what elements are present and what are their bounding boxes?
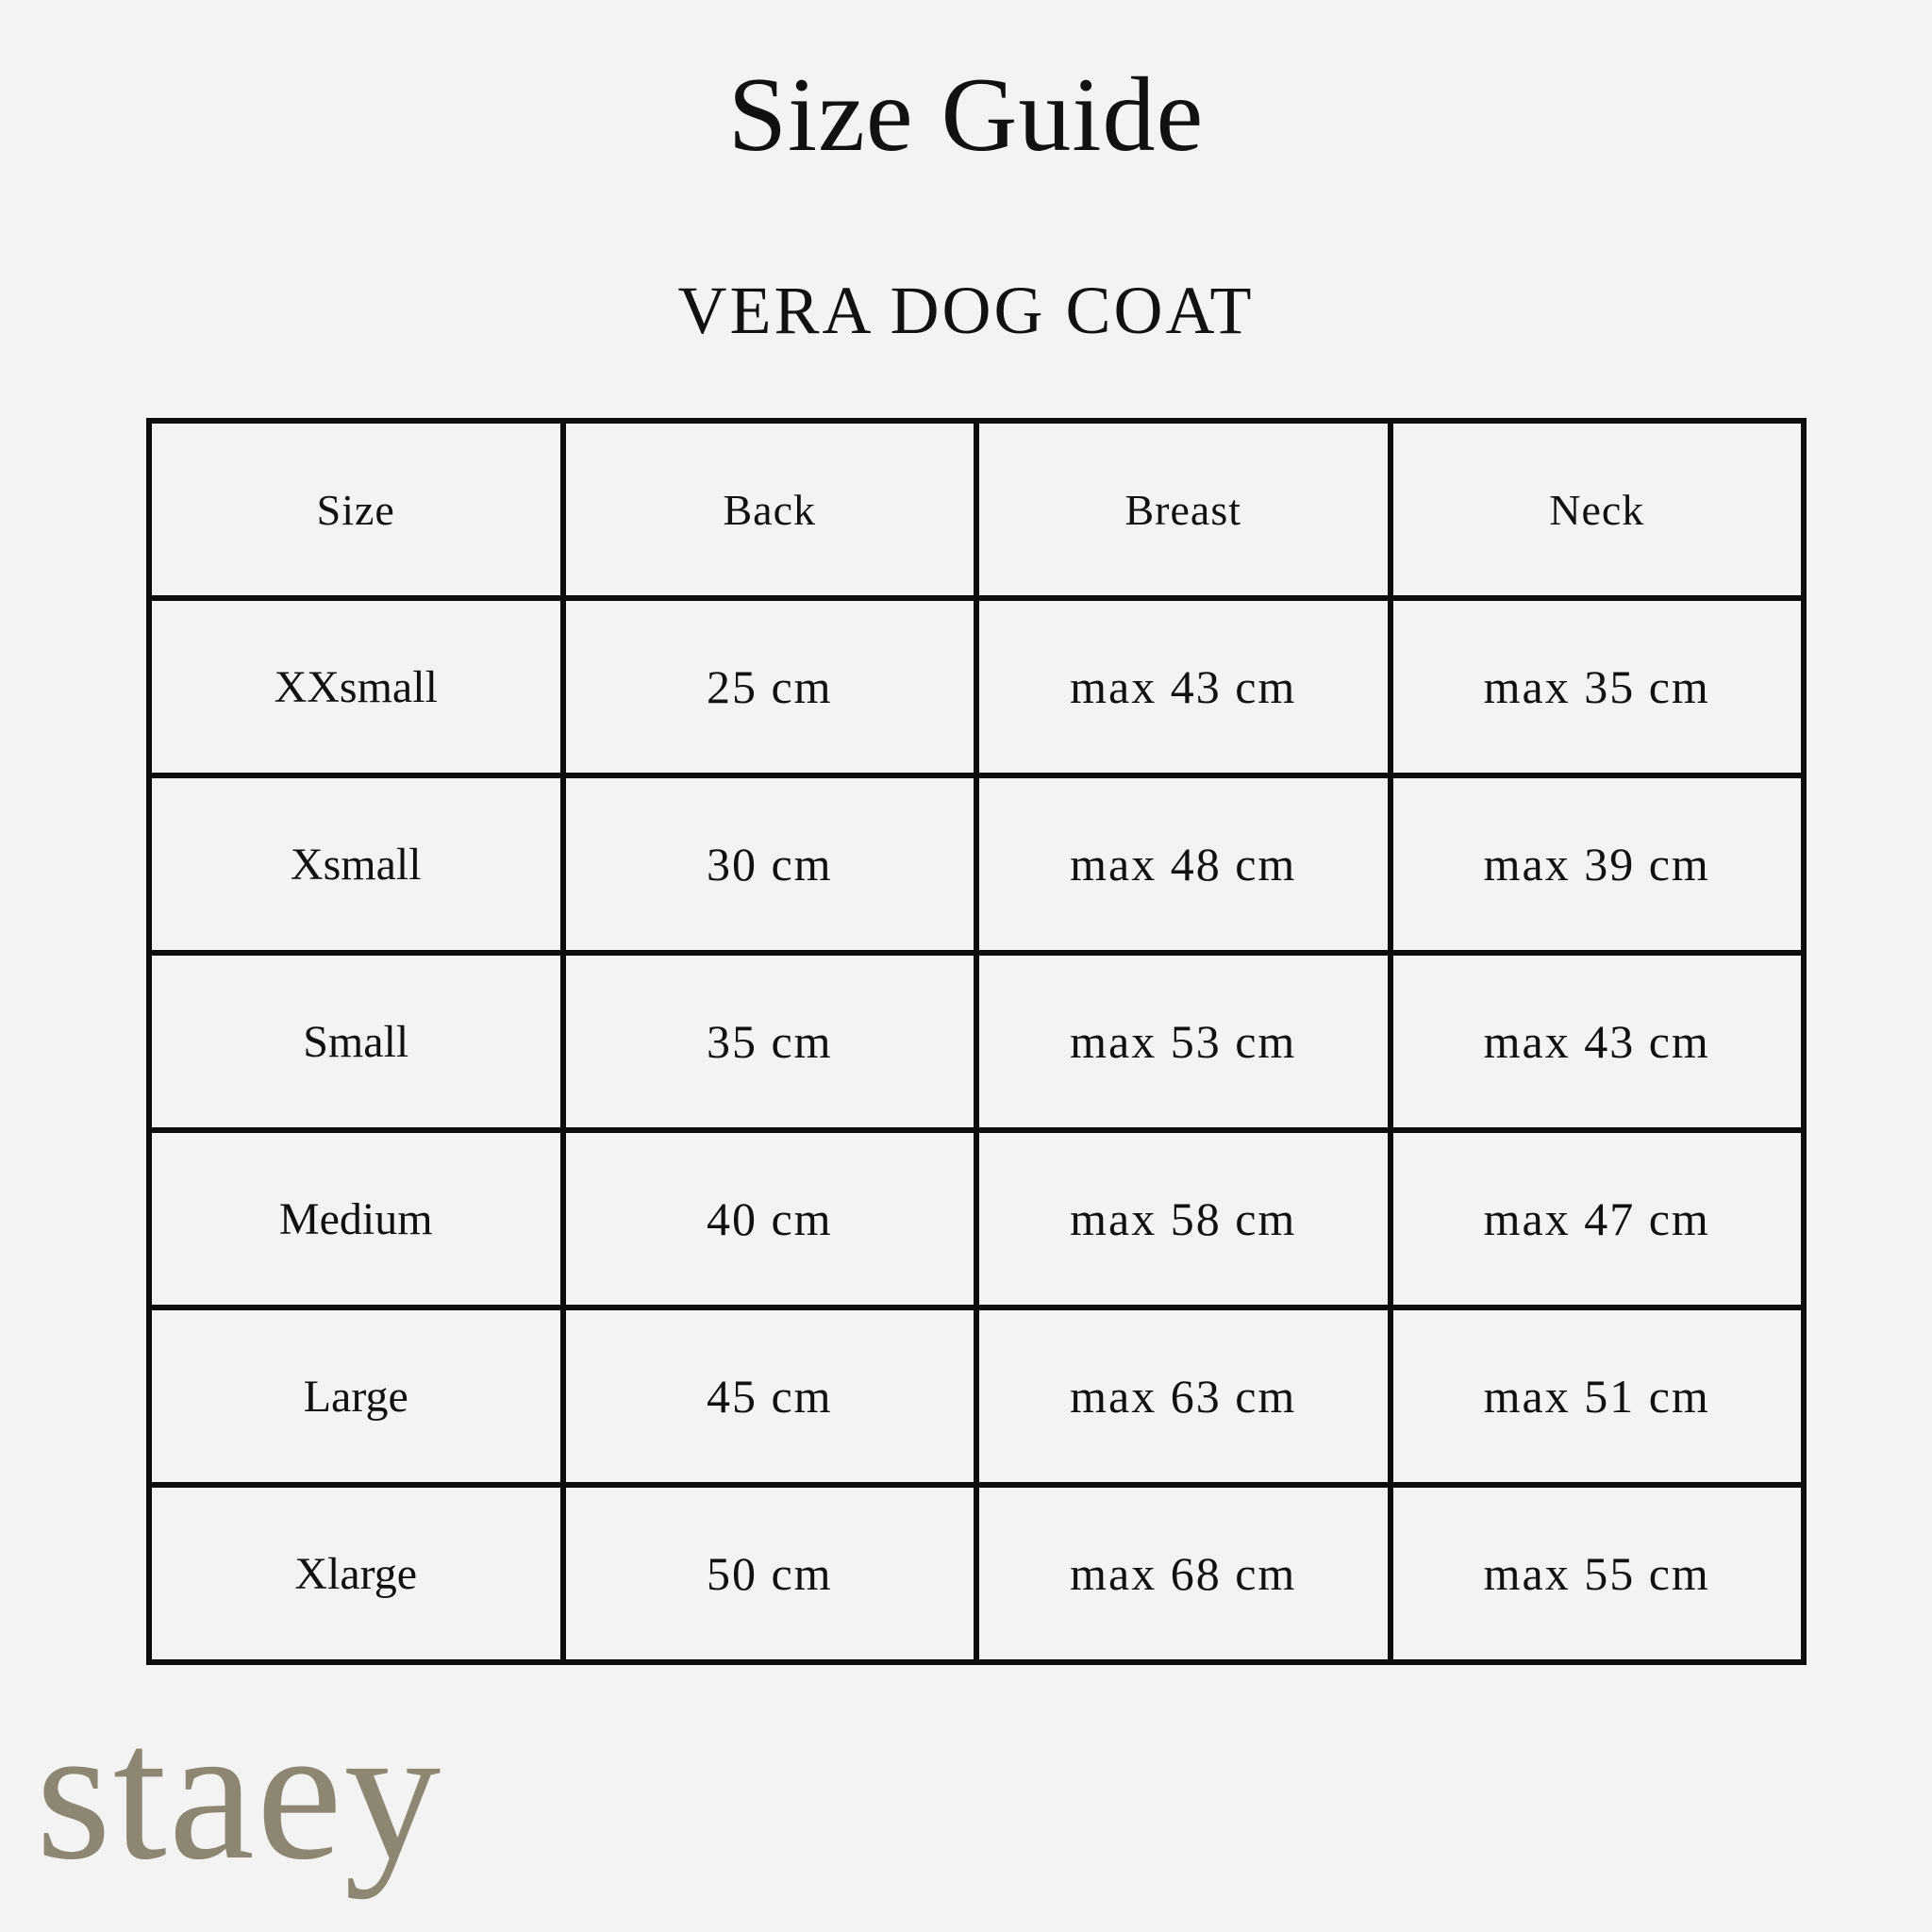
back-cell: 40 cm — [563, 1130, 977, 1307]
size-cell: Small — [149, 953, 563, 1130]
size-cell: XXsmall — [149, 598, 563, 775]
brand-logo: staey — [36, 1686, 443, 1900]
breast-cell: max 63 cm — [976, 1307, 1391, 1485]
back-cell: 50 cm — [563, 1485, 977, 1662]
neck-cell: max 51 cm — [1391, 1307, 1805, 1485]
breast-cell: max 53 cm — [976, 953, 1391, 1130]
size-cell: Xsmall — [149, 775, 563, 953]
size-cell: Xlarge — [149, 1485, 563, 1662]
table-row — [149, 1130, 1804, 1307]
back-cell: 35 cm — [563, 953, 977, 1130]
page-title: Size Guide — [727, 57, 1205, 174]
table-row — [149, 775, 1804, 953]
size-guide-table — [146, 418, 1807, 1665]
product-subtitle: VERA DOG COAT — [677, 273, 1255, 348]
neck-cell: max 39 cm — [1391, 775, 1805, 953]
breast-cell: max 68 cm — [976, 1485, 1391, 1662]
neck-cell: max 55 cm — [1391, 1485, 1805, 1662]
table-row — [149, 1485, 1804, 1662]
size-cell: Large — [149, 1307, 563, 1485]
column-header-breast: Breast — [976, 421, 1391, 598]
size-cell: Medium — [149, 1130, 563, 1307]
breast-cell: max 48 cm — [976, 775, 1391, 953]
column-header-size: Size — [149, 421, 563, 598]
breast-cell: max 58 cm — [976, 1130, 1391, 1307]
neck-cell: max 43 cm — [1391, 953, 1805, 1130]
table-row — [149, 1307, 1804, 1485]
column-header-back: Back — [563, 421, 977, 598]
neck-cell: max 47 cm — [1391, 1130, 1805, 1307]
table-row — [149, 953, 1804, 1130]
header-row — [149, 421, 1804, 598]
back-cell: 25 cm — [563, 598, 977, 775]
table-row — [149, 598, 1804, 775]
back-cell: 30 cm — [563, 775, 977, 953]
breast-cell: max 43 cm — [976, 598, 1391, 775]
column-header-neck: Neck — [1391, 421, 1805, 598]
neck-cell: max 35 cm — [1391, 598, 1805, 775]
back-cell: 45 cm — [563, 1307, 977, 1485]
